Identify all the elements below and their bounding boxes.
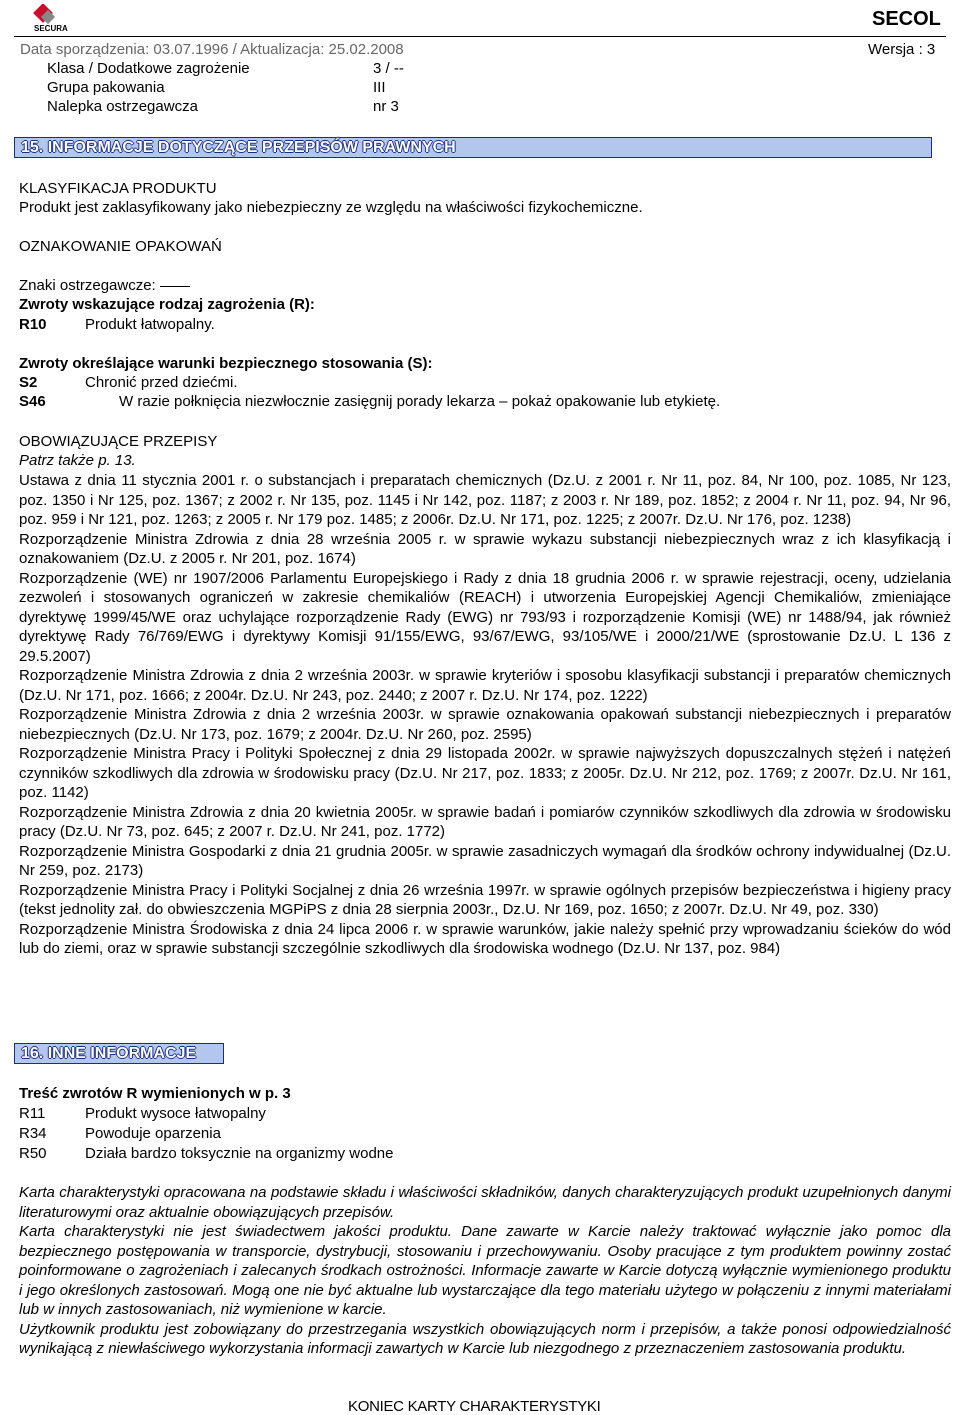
r-heading: Zwroty wskazujące rodzaj zagrożenia (R): xyxy=(19,296,315,313)
section-15-title: 15. INFORMACJE DOTYCZĄCE PRZEPISÓW PRAWNYCH xyxy=(21,139,456,156)
r16-text: Produkt wysoce łatwopalny xyxy=(85,1105,266,1122)
r16-text: Działa bardzo toksycznie na organizmy wodne xyxy=(85,1145,394,1162)
section-16-bar xyxy=(14,1043,224,1064)
oznakowanie-heading: OZNAKOWANIE OPAKOWAŃ xyxy=(19,238,222,255)
header-row-label: Klasa / Dodatkowe zagrożenie xyxy=(47,60,250,77)
s-text: W razie połknięcia niezwłocznie zasięgnij porady lekarza – pokaż opakowanie lub etykietę. xyxy=(119,393,721,410)
regulations-list xyxy=(19,471,951,959)
regulation-item: Rozporządzenie Ministra Pracy i Polityki Społecznej z dnia 29 listopada 2002r. w sprawie najwyższych dopuszczalnych stężeń i natężeń czynników szkodliwych dla zdrowia w środowisku pracy (Dz.U. Nr 217, poz. 1833; z 2005r. Dz.U. Nr 212, poz. 1769; z 2007r. Dz.U. Nr 161, poz. 1142) xyxy=(19,745,951,801)
secura-logo xyxy=(33,4,81,34)
r16-phrase xyxy=(19,1105,266,1122)
regulation-item: Rozporządzenie Ministra Środowiska z dnia 24 lipca 2006 r. w sprawie warunków, jakie należy spełnić przy wprowadzaniu ścieków do wód lub do ziemi, oraz w sprawie substancji szczególnie szkodliwych dla środowiska wodnego (Dz.U. Nr 137, poz. 984) xyxy=(19,920,951,957)
r-text: Produkt łatwopalny. xyxy=(85,316,215,333)
s-phrase xyxy=(19,393,720,410)
r-code: R10 xyxy=(19,316,47,333)
r16-text: Powoduje oparzenia xyxy=(85,1125,221,1142)
footer-end: KONIEC KARTY CHARAKTERYSTYKI xyxy=(348,1398,601,1415)
klasyfikacja-text: Produkt jest zaklasyfikowany jako niebezpieczny ze względu na właściwości fizykochemiczne. xyxy=(19,199,643,216)
date-line: Data sporządzenia: 03.07.1996 / Aktualizacja: 25.02.2008 xyxy=(20,41,404,58)
s-code: S2 xyxy=(19,374,38,391)
header-row-value: nr 3 xyxy=(373,98,399,115)
header-divider xyxy=(14,36,946,37)
przepisy-heading: OBOWIĄZUJĄCE PRZEPISY xyxy=(19,433,218,450)
section-16-title: 16. INNE INFORMACJE xyxy=(21,1045,197,1062)
r-phrase xyxy=(19,316,215,333)
znaki-label: Znaki ostrzegawcze: xyxy=(19,277,156,294)
regulation-item: Ustawa z dnia 11 stycznia 2001 r. o substancjach i preparatach chemicznych (Dz.U. z 2001 r. Nr 11, poz. 84, Nr 100, poz. 1085, Nr 123, poz. 1350 i Nr 125, poz. 1367; z 2002 r. Nr 135, poz. 1145 i Nr 142, poz. 1187; z 2003 r. Nr 189, poz. 1852; z 2004 r. Nr 11, poz. 94, Nr 96, poz. 959 i Nr 121, poz. 1263; z 2005 r. Nr 179 poz. 1485; z 2006r. Dz.U. Nr 171, poz. 1225; z 2007r. Dz.U. Nr 176, poz. 1238) xyxy=(19,472,951,528)
s-text: Chronić przed dziećmi. xyxy=(85,374,238,391)
r16-code: R34 xyxy=(19,1125,47,1142)
znaki-dash xyxy=(160,286,190,287)
logo-text: SECURA xyxy=(34,24,68,33)
znaki-row xyxy=(19,277,190,294)
header-row-label: Nalepka ostrzegawcza xyxy=(47,98,198,115)
section-15-bar xyxy=(14,137,932,158)
header-row-label: Grupa pakowania xyxy=(47,79,165,96)
regulation-item: Rozporządzenie Ministra Zdrowia z dnia 2 września 2003r. w sprawie oznakowania opakowań substancji niebezpiecznych i preparatów niebezpiecznych (Dz.U. Nr 173, poz. 1679; z 2004r. Dz.U. Nr 260, poz. 2595) xyxy=(19,706,951,743)
r16-phrase xyxy=(19,1125,221,1142)
regulation-item: Rozporządzenie Ministra Gospodarki z dnia 21 grudnia 2005r. w sprawie zasadniczych wymagań dla środków ochrony indywidualnej (Dz.U. Nr 259, poz. 2173) xyxy=(19,842,951,879)
r16-heading: Treść zwrotów R wymienionych w p. 3 xyxy=(19,1085,291,1102)
regulation-item: Rozporządzenie Ministra Pracy i Polityki Socjalnej z dnia 26 września 1997r. w sprawie ogólnych przepisów bezpieczeństwa i higieny pracy (tekst jednolity zał. do obwieszczenia MGPiPS z dnia 28 sierpnia 2003r., Dz.U. Nr 169, poz. 1650; z 2007r. Dz.U. Nr 49, poz. 330) xyxy=(19,881,951,918)
note-paragraph: Karta charakterystyki nie jest świadectwem jakości produktu. Dane zawarte w Karcie należy traktować wyłącznie jako pomoc dla bezpiecznego postępowania w transporcie, dystrybucji, stosowaniu i przechowywaniu. Osoby pracujące z tym produktem powinny zostać poinformowane o zagrożeniach i zalecanych środkach ostrożności. Informacje zawarte w Karcie dotyczą wyłącznie wymienionego produktu i jego określonych zastosowań. Mogą one nie być aktualne lub wystarczające dla tego materiału użytego w połączeniu z innymi materiałami lub w innych zastosowaniach, niż wymienione w karcie. xyxy=(19,1223,951,1318)
note-paragraph: Użytkownik produktu jest zobowiązany do przestrzegania wszystkich obowiązujących norm i przepisów, a także ponosi odpowiedzialność wynikającą z niewłaściwego wykorzystania informacji zawartych w Karcie lub niezgodnego z przeznaczeniem zastosowania produktu. xyxy=(19,1320,951,1357)
r16-code: R50 xyxy=(19,1145,47,1162)
klasyfikacja-heading: KLASYFIKACJA PRODUKTU xyxy=(19,180,217,197)
header-row-value: III xyxy=(373,79,386,96)
r16-code: R11 xyxy=(19,1105,46,1122)
version: Wersja : 3 xyxy=(868,41,936,58)
regulation-item: Rozporządzenie Ministra Zdrowia z dnia 28 września 2005 r. w sprawie wykazu substancji niebezpiecznych wraz z ich klasyfikacją i oznakowaniem (Dz.U. z 2005 r. Nr 201, poz. 1674) xyxy=(19,530,951,567)
regulation-item: Rozporządzenie (WE) nr 1907/2006 Parlamentu Europejskiego i Rady z dnia 18 grudnia 2006 r. w sprawie rejestracji, oceny, udzielania zezwoleń i stosowanych ograniczeń w zakresie chemikaliów (REACH) i utworzenia Europejskiej Agencji Chemikaliów, zmieniające dyrektywę 1999/45/WE oraz uchylające rozporządzenie Rady (EWG) nr 793/93 i rozporządzenie Komisji (WE) nr 1488/94, jak również dyrektywę Rady 76/769/EWG i dyrektywy Komisji 91/155/EWG, 93/67/EWG, 93/105/WE i 2000/21/WE (sprostowanie Dz.U. L 136 z 29.5.2007) xyxy=(19,569,951,665)
s-phrase xyxy=(19,374,238,391)
header-row-value: 3 / -- xyxy=(373,60,404,77)
s-code: S46 xyxy=(19,393,46,410)
regulation-item: Rozporządzenie Ministra Zdrowia z dnia 20 kwietnia 2005r. w sprawie badań i pomiarów czynników szkodliwych dla zdrowia w środowisku pracy (Dz.U. Nr 73, poz. 645; z 2007 r. Dz.U. Nr 241, poz. 1772) xyxy=(19,803,951,840)
note-paragraph: Karta charakterystyki opracowana na podstawie składu i właściwości składników, danych charakteryzujących produkt uzupełnionych danymi literaturowymi oraz aktualnie obowiązujących przepisów. xyxy=(19,1184,951,1221)
brand-name: SECOL xyxy=(872,8,941,30)
notes-block xyxy=(19,1183,951,1359)
regulation-item: Rozporządzenie Ministra Zdrowia z dnia 2 września 2003r. w sprawie kryteriów i sposobu klasyfikacji substancji i preparatów chemicznych (Dz.U. Nr 171, poz. 1666; z 2004r. Dz.U. Nr 243, poz. 2440; z 2007 r. Dz.U. Nr 174, poz. 1222) xyxy=(19,667,951,704)
s-heading: Zwroty określające warunki bezpiecznego stosowania (S): xyxy=(19,355,433,372)
r16-phrase xyxy=(19,1145,394,1162)
patrz-note: Patrz także p. 13. xyxy=(19,452,136,469)
